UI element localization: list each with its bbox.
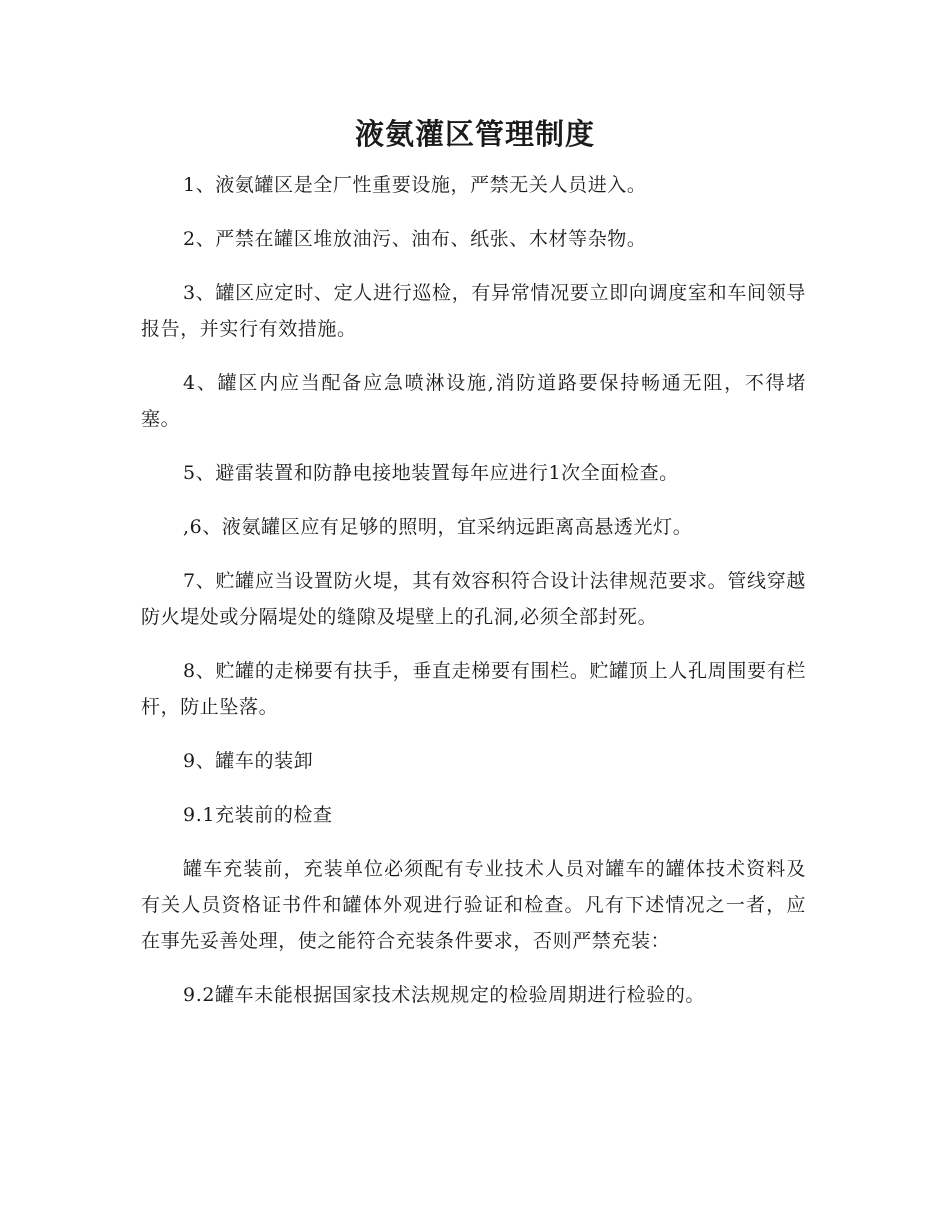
section-9-heading: 9、罐车的装卸 <box>183 750 314 772</box>
paragraph-2: 2、严禁在罐区堆放油污、油布、纸张、木材等杂物。 <box>183 228 647 250</box>
paragraph-5: 5、避雷装置和防静电接地装置每年应进行1次全面检查。 <box>183 462 679 484</box>
section-9-1-heading: 9.1充装前的检查 <box>183 804 333 826</box>
paragraph-9-2: 9.2罐车未能根据国家技术法规规定的检验周期进行检验的。 <box>183 984 706 1006</box>
paragraph-pre-fill-check: 罐车充装前，充装单位必须配有专业技术人员对罐车的罐体技术资料及有关人员资格证书件和罐体外观进行验证和检查。凡有下述情况之一者，应在事先妥善处理，使之能符合充装条件要求，否则严禁充装： <box>141 858 806 952</box>
paragraph-7: 7、贮罐应当设置防火堤，其有效容积符合设计法律规范要求。管线穿越防火堤处或分隔堤处的缝隙及堤壁上的孔洞,必须全部封死。 <box>141 570 806 628</box>
document-body <box>141 167 806 1031</box>
paragraph-4: 4、罐区内应当配备应急喷淋设施,消防道路要保持畅通无阻，不得堵塞。 <box>141 372 806 430</box>
paragraph-1: 1、液氨罐区是全厂性重要设施，严禁无关人员进入。 <box>183 174 647 196</box>
paragraph-3: 3、罐区应定时、定人进行巡检，有异常情况要立即向调度室和车间领导报告，并实行有效措施。 <box>141 282 806 340</box>
document-title: 液氨灌区管理制度 <box>354 117 595 151</box>
paragraph-8: 8、贮罐的走梯要有扶手，垂直走梯要有围栏。贮罐顶上人孔周围要有栏杆，防止坠落。 <box>141 660 806 718</box>
paragraph-6: ,6、液氨罐区应有足够的照明，宜采纳远距离高悬透光灯。 <box>183 516 693 538</box>
